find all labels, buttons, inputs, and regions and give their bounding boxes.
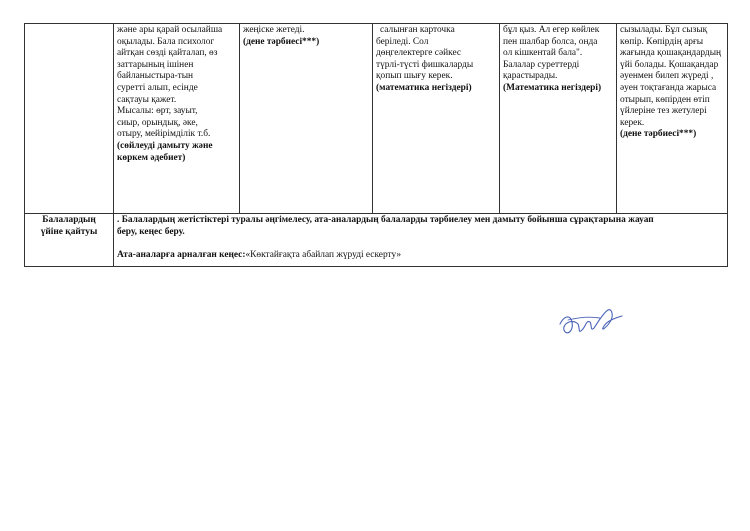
text-line: қопып шығу керек.	[376, 71, 453, 82]
text-line: қарастырады.	[503, 71, 558, 82]
text-line: оқылады. Бала психолог	[117, 36, 215, 47]
subject-tag: көркем әдебиет)	[117, 152, 186, 163]
text-line: беріледі. Сол	[376, 36, 429, 47]
text-line: айтқан сөзді қайталап, өз	[117, 48, 218, 59]
activity-text: . Балалардың жетістіктері туралы әңгімелесу, ата-аналардың балаларды тәрбиелеу мен дамыту бойынша сұрақтарына жауап	[117, 215, 654, 225]
cell-physical-education-2	[617, 24, 728, 214]
subject-tag: (математика негіздері)	[376, 82, 472, 93]
text-line: сызылады. Бұл сызық	[620, 25, 708, 35]
text-line: түрлі-түсті фишкаларды	[376, 59, 474, 70]
text-line: Мысалы: өрт, зауыт,	[117, 106, 198, 117]
signature-stroke	[560, 310, 622, 333]
subject-tag: (дене тәрбиесі***)	[620, 129, 697, 140]
text-line: үйлеріне тез жетулері	[620, 106, 707, 117]
advice-text: «Көктайғақта абайлап жүруді ескерту»	[245, 250, 402, 261]
text-line: көпір. Көпірдің арғы	[620, 36, 704, 47]
subject-tag: (Математика негіздері)	[503, 82, 602, 93]
signature-image	[556, 302, 626, 342]
advice-label: Ата-аналарға арналған кеңес:	[117, 250, 246, 261]
cell-math-basics	[373, 24, 500, 214]
text-line: Балалар суреттерді	[503, 59, 580, 70]
text-line: жағында қошақандардың	[620, 48, 722, 59]
text-line: бұл қыз. Ал егер көйлек	[503, 25, 600, 35]
table-row	[25, 24, 728, 214]
text-line: үйі болады. Қошақандар	[620, 59, 719, 70]
text-line: отырып, көпірден өтіп	[620, 94, 710, 105]
subject-tag: (дене тәрбиесі***)	[243, 36, 320, 47]
text-line: және ары қарай осылайша	[117, 25, 223, 35]
parent-advice	[117, 250, 724, 262]
text-line: байланыстыра-тын	[117, 71, 194, 82]
activity-text: беру, кеңес беру.	[117, 226, 185, 237]
text-line: заттарының ішінен	[117, 59, 194, 70]
label-cell-empty	[25, 24, 114, 214]
cell-physical-education	[240, 24, 373, 214]
row-label-line: Балалардың	[42, 215, 96, 225]
text-line: керек.	[620, 117, 645, 128]
text-line: әуен тоқтағанда жарыса	[620, 82, 717, 93]
text-line: отыру, мейірімділік т.б.	[117, 129, 211, 140]
cell-math-basics-2	[500, 24, 617, 214]
text-line: дөңгелектерге сәйкес	[376, 48, 462, 59]
text-line: ол кішкентай бала".	[503, 48, 583, 59]
text-line: сақтауы қажет.	[117, 94, 177, 105]
signature-flourish	[568, 317, 600, 320]
text-line: әуенмен билеп жүреді ,	[620, 71, 714, 82]
cell-going-home-activities	[114, 214, 728, 267]
text-line: суретті алып, есінде	[117, 82, 198, 93]
table-row	[25, 214, 728, 267]
row-label-going-home	[25, 214, 114, 267]
cell-speech-development	[114, 24, 240, 214]
plan-table	[24, 23, 728, 267]
text-line: салынған карточка	[380, 25, 455, 35]
text-line: пен шалбар болса, онда	[503, 36, 598, 47]
text-line: жеңіске жетеді.	[243, 25, 305, 35]
text-line: сиыр, орындық, әке,	[117, 117, 198, 128]
row-label-line: үйіне қайтуы	[40, 226, 98, 237]
subject-tag: (сөйлеуді дамыту және	[117, 140, 213, 151]
